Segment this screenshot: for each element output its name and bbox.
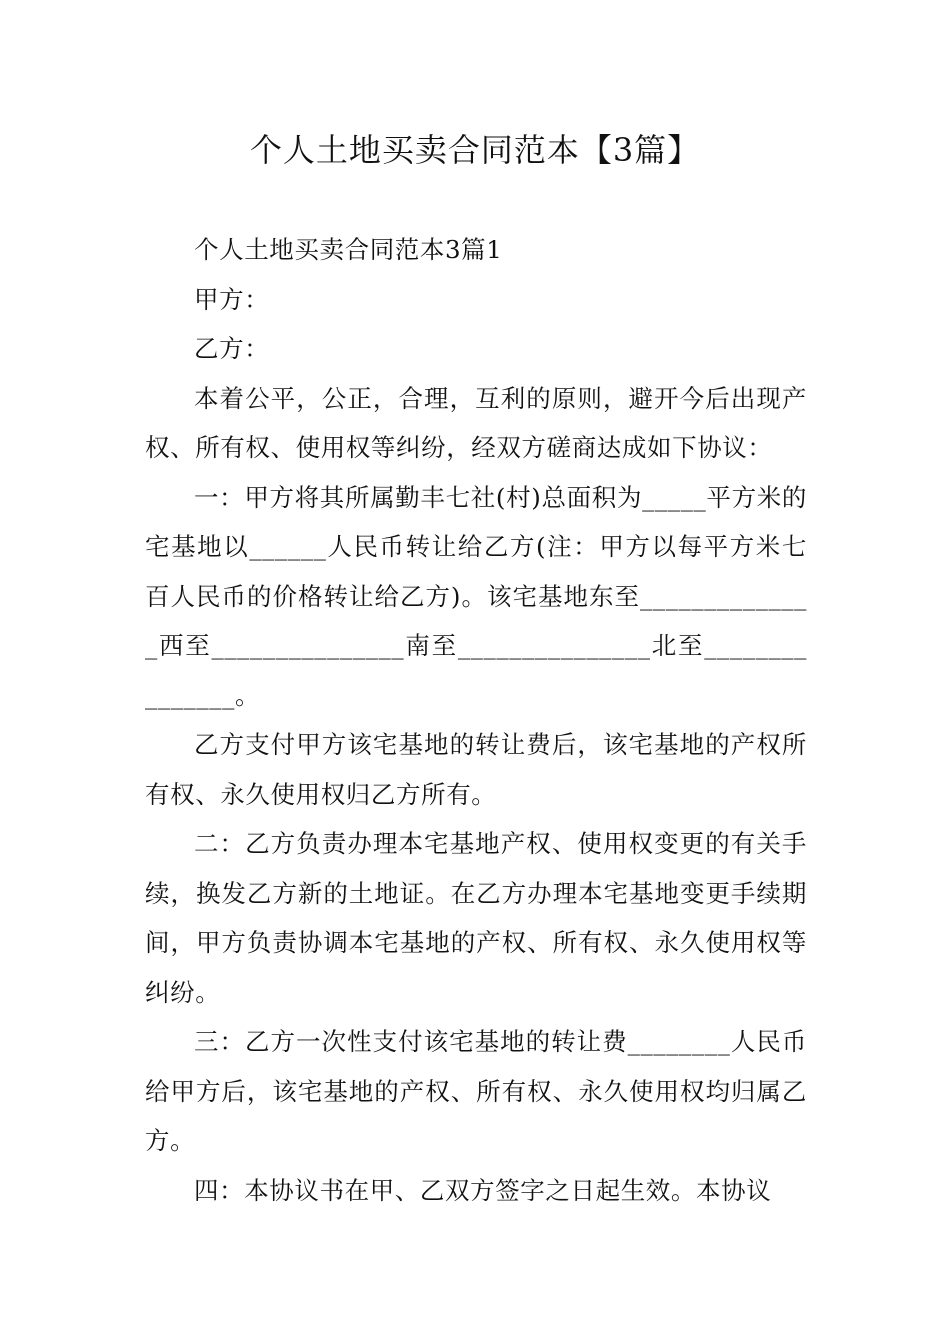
paragraph-subtitle: 个人土地买卖合同范本3篇1 — [194, 235, 503, 264]
paragraph-preamble: 本着公平，公正，合理，互利的原则，避开今后出现产权、所有权、使用权等纠纷，经双方磋商达成如下协议： — [145, 383, 807, 462]
document-title: 个人土地买卖合同范本【3篇】 — [249, 131, 701, 169]
paragraph-clause-3: 三：乙方一次性支付该宅基地的转让费________人民币给甲方后，该宅基地的产权、所有权、永久使用权均归属乙方。 — [145, 1027, 807, 1155]
paragraph-clause-4: 四：本协议书在甲、乙双方签字之日起生效。本协议 — [194, 1175, 772, 1205]
paragraph-clause-1: 一：甲方将其所属勤丰七社(村)总面积为_____平方米的宅基地以______人民币转让给乙方(注：甲方以每平方米七百人民币的价格转让给乙方)。该宅基地东至______________西至_______________南至_______________北至_______________。 — [145, 482, 807, 710]
document-body — [145, 225, 807, 1215]
paragraph-clause-2: 二：乙方负责办理本宅基地产权、使用权变更的有关手续，换发乙方新的土地证。在乙方办理本宅基地变更手续期间，甲方负责协调本宅基地的产权、所有权、永久使用权等纠纷。 — [145, 829, 807, 1007]
paragraph-party-b: 乙方： — [194, 334, 270, 363]
paragraph-clause-1-note: 乙方支付甲方该宅基地的转让费后，该宅基地的产权所有权、永久使用权归乙方所有。 — [145, 730, 807, 809]
paragraph-party-a: 甲方： — [194, 284, 270, 314]
